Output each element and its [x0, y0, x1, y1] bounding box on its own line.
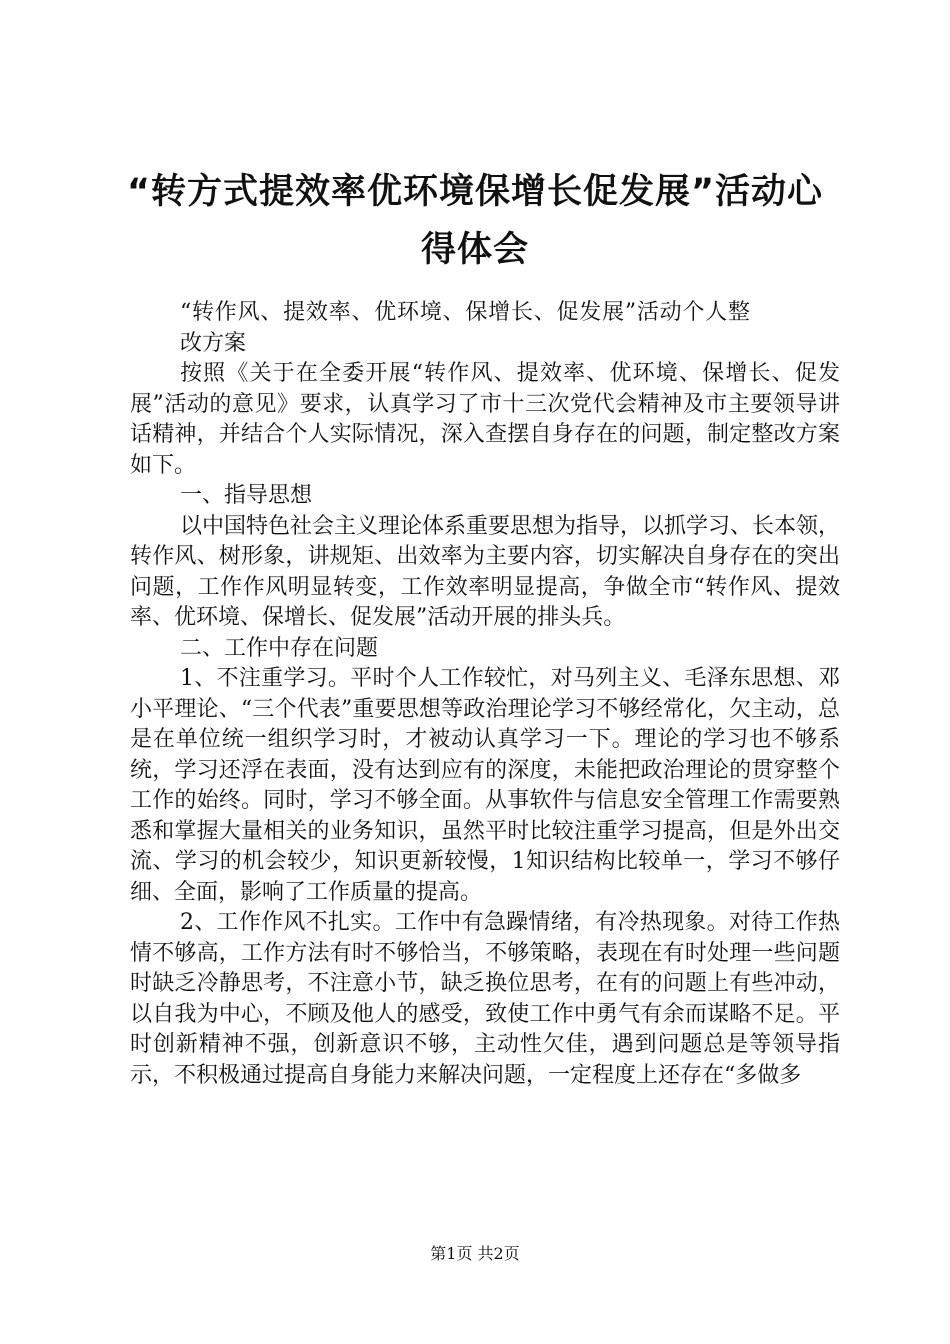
document-title-line-1: “转方式提效率优环境保增长促发展”活动心	[126, 172, 823, 212]
intro-paragraph: 按照《关于在全委开展“转作风、提效率、优环境、保增长、促发展”活动的意见》要求，认真学习了市十三次党代会精神及市主要领导讲话精神，并结合个人实际情况，深入查摆自身存在的问题，制定整改方案如下。	[130, 361, 840, 478]
subtitle-paragraph: “转作风、提效率、优环境、保增长、促发展”活动个人整改方案	[180, 300, 750, 356]
page-footer: 第1页 共2页	[430, 1244, 520, 1263]
section-heading-existing-problems: 二、工作中存在问题	[180, 635, 379, 661]
guiding-thought-paragraph: 以中国特色社会主义理论体系重要思想为指导，以抓学习、长本领，转作风、树形象，讲规矩、出效率为主要内容，切实解决自身存在的突出问题，工作作风明显转变，工作效率明显提高，争做全市“转作风、提效率、优环境、保增长、促发展”活动开展的排头兵。	[130, 513, 841, 630]
problem-2-paragraph: 2、工作作风不扎实。工作中有急躁情绪，有冷热现象。对待工作热情不够高，工作方法有时不够恰当，不够策略，表现在有时处理一些问题时缺乏冷静思考，不注意小节，缺乏换位思考，在有的问题上有些冲动，以自我为中心，不顾及他人的感受，致使工作中勇气有余而谋略不足。平时创新精神不强，创新意识不够，主动性欠佳，遇到问题总是等领导指示，不积极通过提高自身能力来解决问题，一定程度上还存在“多做多	[130, 910, 840, 1088]
document-title-line-2: 得体会	[420, 230, 529, 270]
document-body	[130, 298, 840, 1091]
problem-1-paragraph: 1、不注重学习。平时个人工作较忙，对马列主义、毛泽东思想、邓小平理论、“三个代表”重要思想等政治理论学习不够经常化，欠主动，总是在单位统一组织学习时，才被动认真学习一下。理论的学习也不够系统，学习还浮在表面，没有达到应有的深度，未能把政治理论的贯穿整个工作的始终。同时，学习不够全面。从事软件与信息安全管理工作需要熟悉和掌握大量相关的业务知识，虽然平时比较注重学习提高，但是外出交流、学习的机会较少，知识更新较慢，1知识结构比较单一，学习不够仔细、全面，影响了工作质量的提高。	[130, 666, 840, 905]
section-heading-guiding-thought: 一、指导思想	[180, 483, 313, 508]
